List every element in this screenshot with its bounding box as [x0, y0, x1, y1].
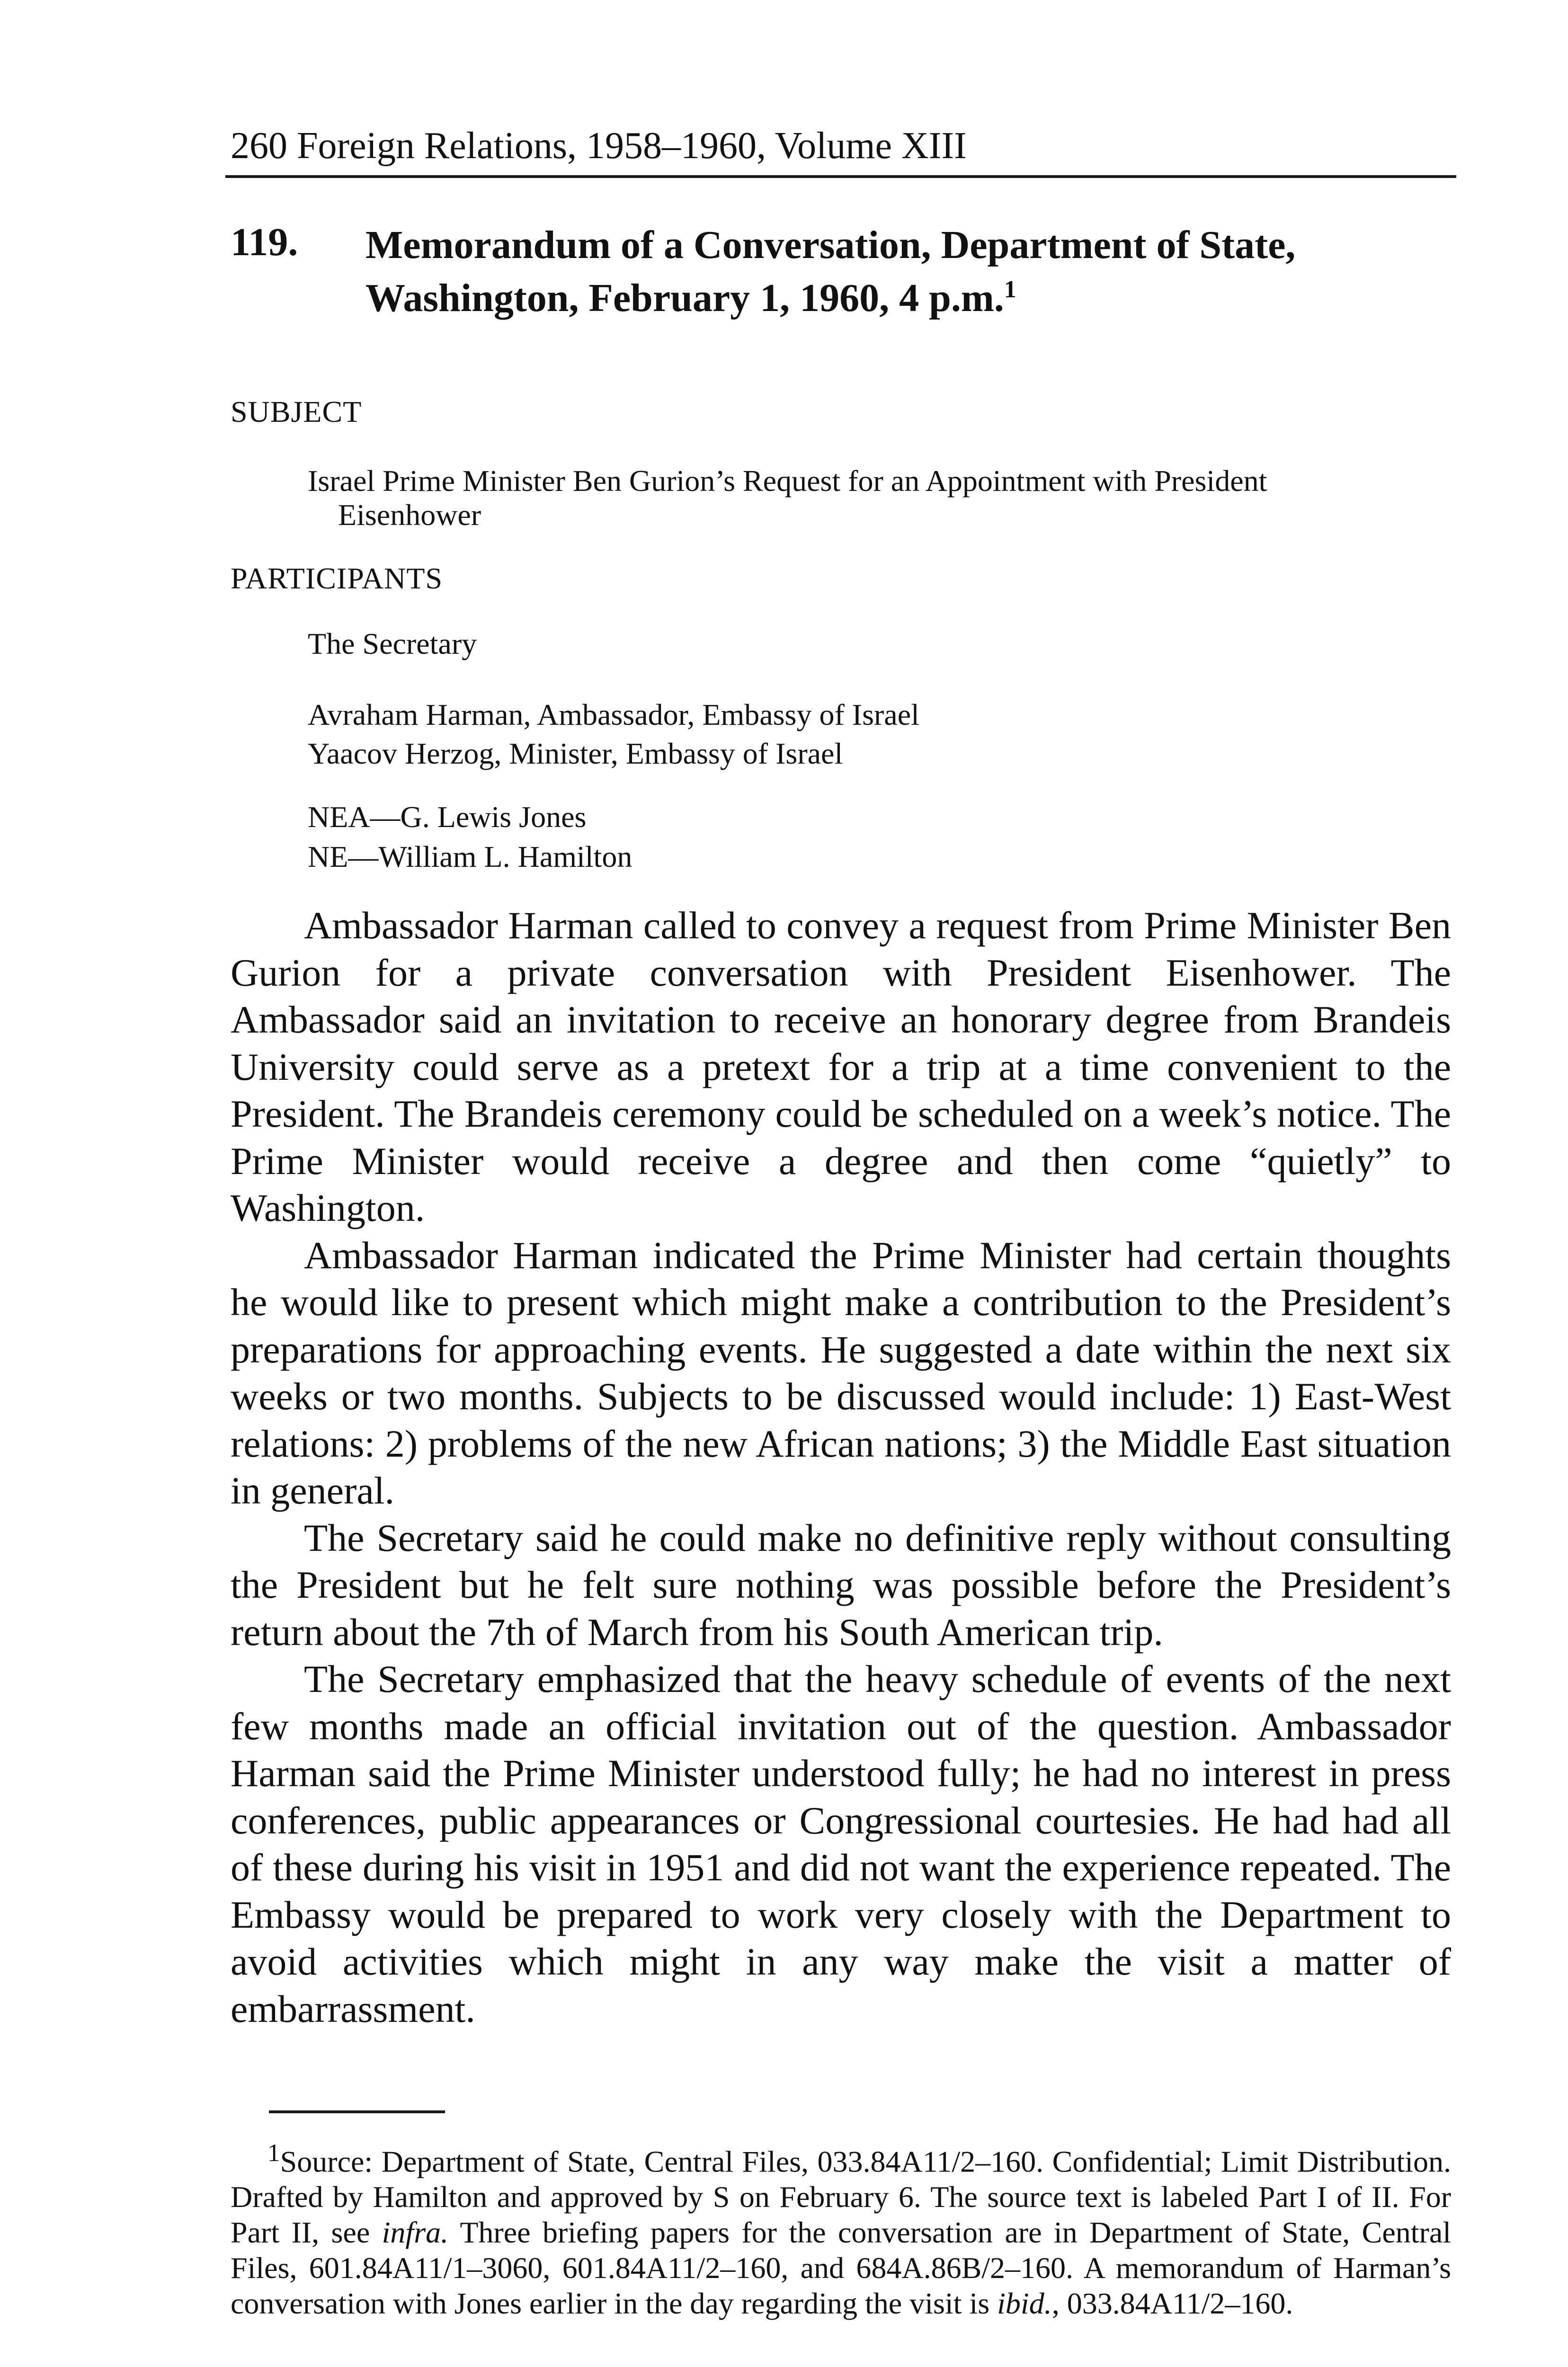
title-footnote-marker: 1: [1004, 276, 1016, 303]
participant-harman: Avraham Harman, Ambassador, Embassy of Israel: [308, 698, 919, 731]
subject-label: SUBJECT: [231, 395, 362, 428]
document-title-text: Memorandum of a Conversation, Department of State, Washington, February 1, 1960, 4 p.m.: [365, 223, 1296, 320]
document-title: [365, 219, 1431, 325]
participant-herzog: Yaacov Herzog, Minister, Embassy of Israel: [308, 737, 843, 770]
paragraph-1: Ambassador Harman called to convey a request from Prime Minister Ben Gurion for a private conversation with President Eisenhower. The Ambassador said an invitation to receive an honorary degree from Brandeis University could serve as a pretext for a trip at a time convenient to the President. The Brandeis ceremony could be scheduled on a week’s notice. The Prime Minister would receive a degree and then come “quietly” to Washington.: [231, 904, 1451, 1229]
paragraph-3: The Secretary said he could make no definitive reply without consulting the President but he felt sure nothing was possible before the President’s return about the 7th of March from his South American trip.: [231, 1516, 1451, 1654]
participant-jones: NEA—G. Lewis Jones: [308, 800, 587, 834]
participant-secretary: The Secretary: [308, 627, 477, 660]
paragraph-2: Ambassador Harman indicated the Prime Minister had certain thoughts he would like to present which might make a contribution to the President’s preparations for approaching events. He suggested a date within the next six weeks or two months. Subjects to be discussed would include: 1) East-West relations: 2) problems of the new African nations; 3) the Middle East situation in general.: [231, 1233, 1451, 1512]
subject-line-1: Israel Prime Minister Ben Gurion’s Request for an Appointment with President: [308, 464, 1267, 498]
footnote-text-1: Source: Department of State, Central Files, 033.84A11/2–160. Confidential; Limit Distribution. Drafted by Hamilton and approved by S on February 6. The source text is labeled Part I of II. For Part II, see: [231, 2145, 1451, 2250]
footnote-marker: 1: [267, 2138, 280, 2167]
participants-label: PARTICIPANTS: [231, 561, 443, 595]
subject-line-2: Eisenhower: [338, 498, 481, 532]
paragraph-4: The Secretary emphasized that the heavy schedule of events of the next few months made an official invitation out of the question. Ambassador Harman said the Prime Minister understood fully; he had no interest in press conferences, public appearances or Congressional courtesies. He had had all of these during his visit in 1951 and did not want the experience repeated. The Embassy would be prepared to work very closely with the Department to avoid activities which might in any way make the visit a matter of embarrassment.: [231, 1657, 1451, 2030]
footnote-ibid: ibid.: [997, 2287, 1052, 2321]
memorandum-body: [231, 902, 1451, 2032]
footnote-text-3: , 033.84A11/2–160.: [1051, 2287, 1293, 2321]
footnote-rule: [269, 2110, 445, 2113]
running-header: 260 Foreign Relations, 1958–1960, Volume XIII: [231, 125, 967, 167]
document-number: 119.: [231, 220, 298, 264]
participant-hamilton: NE—William L. Hamilton: [308, 840, 633, 873]
header-rule: [225, 175, 1456, 178]
footnote-infra: infra.: [382, 2216, 449, 2250]
footnote-text-2: Three briefing papers for the conversation are in Department of State, Central Files, 601.84A11/1–3060, 601.84A11/2–160, and 684A.86B/2–160. A memorandum of Harman’s conversation with Jones earlier in the day regarding the visit is: [231, 2216, 1451, 2321]
footnote: [231, 2135, 1451, 2321]
